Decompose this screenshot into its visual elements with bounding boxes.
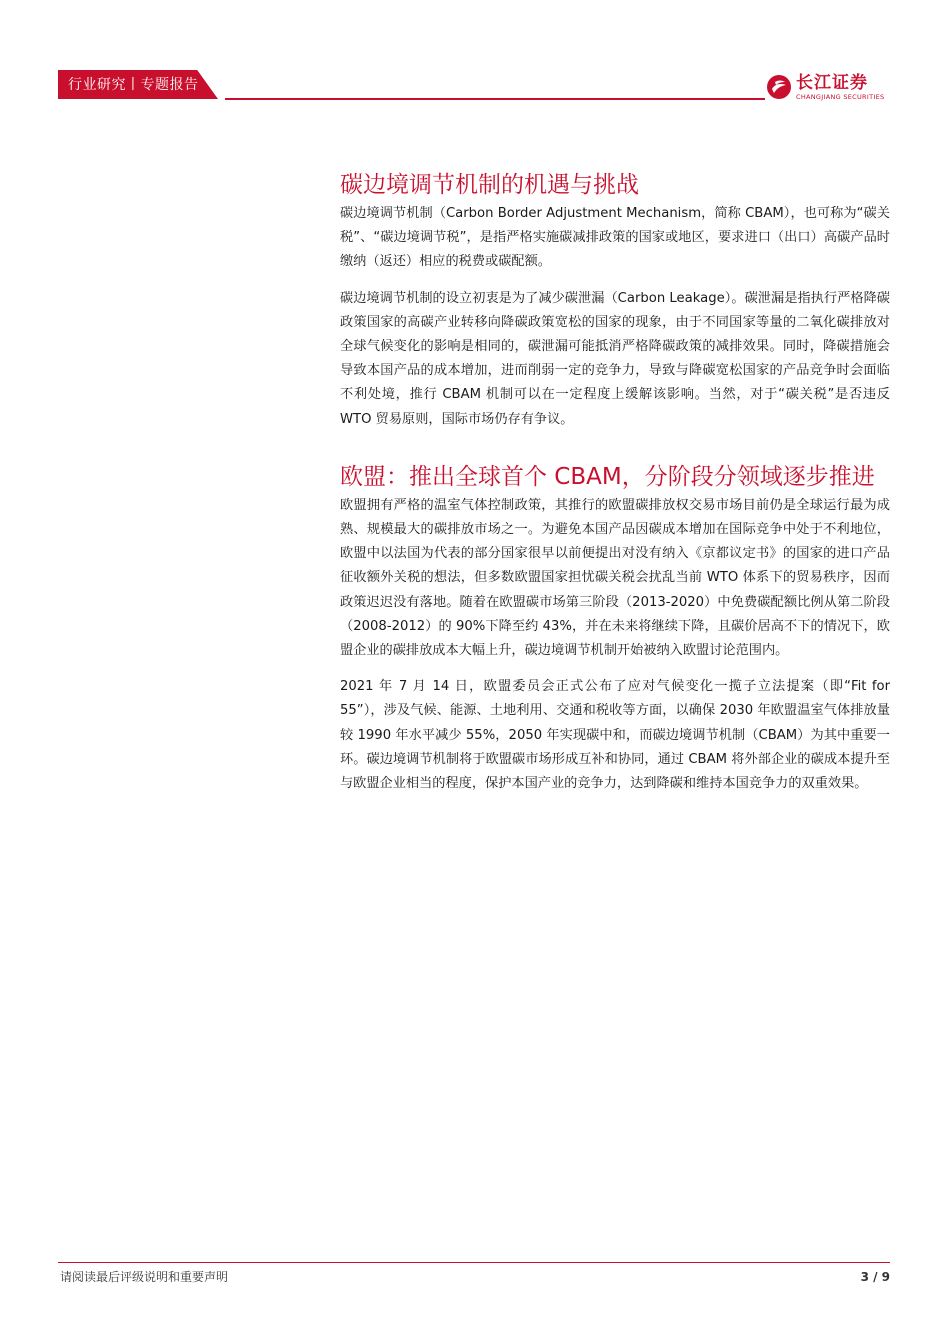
- header-category: 行业研究丨专题报告: [68, 77, 199, 93]
- section-title: 碳边境调节机制的机遇与挑战: [340, 172, 639, 198]
- header-rule: [225, 98, 765, 100]
- logo-mark-icon: [766, 74, 792, 100]
- company-logo: [766, 72, 891, 104]
- page-number: 3 / 9: [860, 1270, 890, 1284]
- paragraph: 2021 年 7 月 14 日，欧盟委员会正式公布了应对气候变化一揽子立法提案（即“Fit for 55”），涉及气候、能源、土地利用、交通和税收等方面，以确保 2030 年欧盟温室气体排放量较 1990 年水平减少 55%，2050 年实现碳中和，而碳边境调节机制（CBAM）为其中重要一环。碳边境调节机制将于欧盟碳市场形成互补和协同，通过 CBAM 将外部企业的碳成本提升至与欧盟企业相当的程度，保护本国产业的竞争力，达到降碳和维持本国竞争力的双重效果。: [340, 679, 890, 792]
- logo-name-cn: 长江证券: [796, 73, 868, 93]
- footer-disclaimer: 请阅读最后评级说明和重要声明: [60, 1270, 229, 1284]
- report-body: [340, 168, 890, 796]
- paragraph: 碳边境调节机制（Carbon Border Adjustment Mechanism，简称 CBAM），也可称为“碳关税”、“碳边境调节税”，是指严格实施碳减排政策的国家或地区，要求进口（出口）高碳产品时缴纳（返还）相应的税费或碳配额。: [340, 206, 890, 270]
- paragraph: 碳边境调节机制的设立初衷是为了减少碳泄漏（Carbon Leakage）。碳泄漏是指执行严格降碳政策国家的高碳产业转移向降碳政策宽松的国家的现象，由于不同国家等量的二氧化碳排放对全球气候变化的影响是相同的，碳泄漏可能抵消严格降碳政策的减排效果。同时，降碳措施会导致本国产品的成本增加，进而削弱一定的竞争力，导致与降碳宽松国家的产品竞争时会面临不利处境，推行 CBAM 机制可以在一定程度上缓解该影响。当然，对于“碳关税”是否违反 WTO 贸易原则，国际市场仍存有争议。: [340, 290, 890, 427]
- footer-rule: [58, 1262, 890, 1263]
- paragraph: 欧盟拥有严格的温室气体控制政策，其推行的欧盟碳排放权交易市场目前仍是全球运行最为成熟、规模最大的碳排放市场之一。为避免本国产品因碳成本增加在国际竞争中处于不利地位，欧盟中以法国为代表的部分国家很早以前便提出对没有纳入《京都议定书》的国家的进口产品征收额外关税的想法，但多数欧盟国家担忧碳关税会扰乱当前 WTO 体系下的贸易秩序，因而政策迟迟没有落地。随着在欧盟碳市场第三阶段（2013-2020）中免费碳配额比例从第二阶段（2008-2012）的 90%下降至约 43%，并在未来将继续下降，且碳价居高不下的情况下，欧盟企业的碳排放成本大幅上升，碳边境调节机制开始被纳入欧盟讨论范围内。: [340, 497, 890, 659]
- logo-name-en: CHANGJIANG SECURITIES: [796, 93, 885, 101]
- section-title: 欧盟：推出全球首个 CBAM，分阶段分领域逐步推进: [340, 463, 875, 490]
